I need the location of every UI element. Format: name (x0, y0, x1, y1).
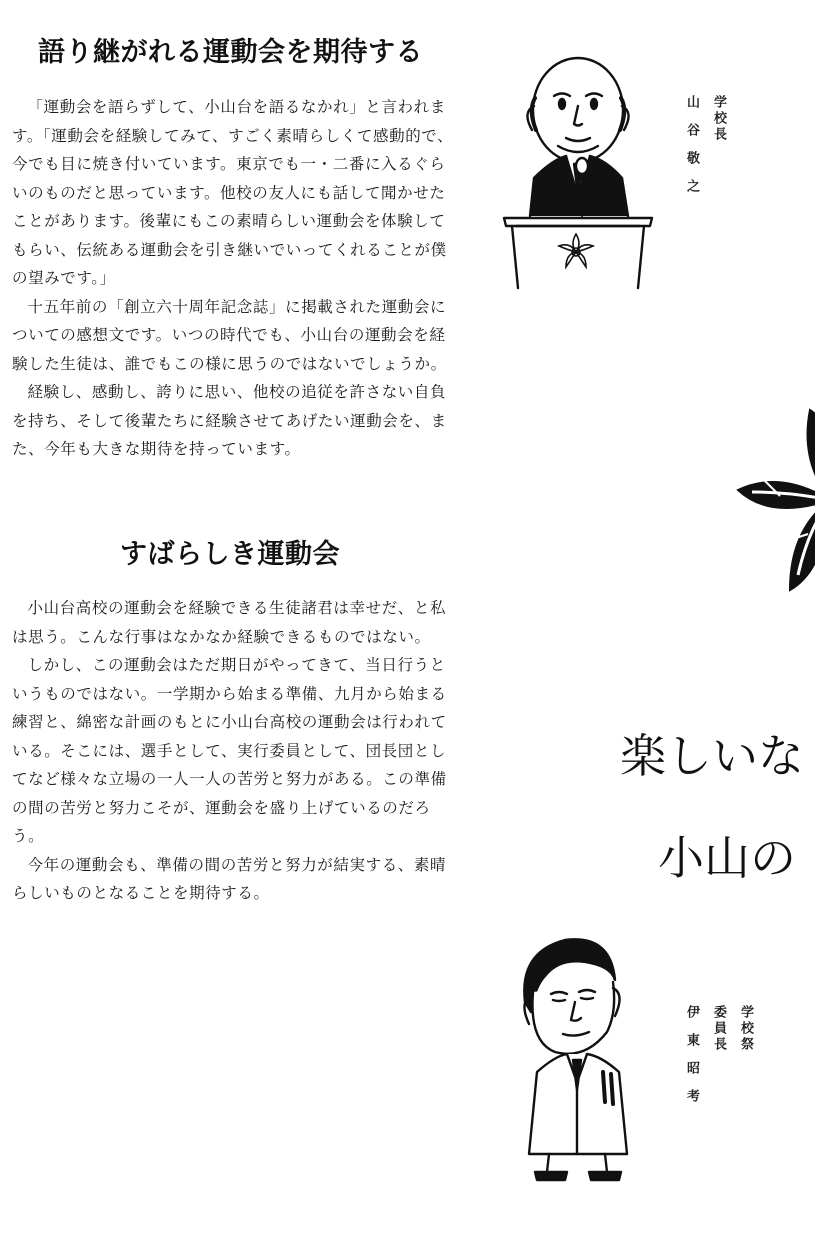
chair-role-line1: 学校祭 (738, 1005, 753, 1053)
principal-caption (683, 95, 727, 207)
slogan-line-1: 楽しいな (620, 729, 804, 783)
chair-illustration (515, 932, 640, 1182)
principal-illustration (500, 38, 660, 290)
principal-role: 学校長 (711, 95, 726, 143)
school-emblem (718, 400, 815, 600)
section2-paragraph-2: しかし、この運動会はただ期日がやってきて、当日行うというものではない。一学期から始まる準備、九月から始まる練習と、綿密な計画のもとに小山台高校の運動会は行われている。そこには、選手として、実行委員として、団長団としてなど様々な立場の一人一人の苦労と努力がある。この準備の間の苦労と努力こそが、運動会を盛り上げているのだろう。 (12, 656, 447, 845)
section2-title: すばらしき運動会 (120, 539, 340, 570)
section2-paragraph-1: 小山台高校の運動会を経験できる生徒諸君は幸せだ、と私は思う。こんな行事はなかなか経験できるものではない。 (12, 599, 447, 646)
section1-paragraph-3: 経験し、感動し、誇りに思い、他校の追従を許さない自負を持ち、そして後輩たちに経験させてあげたい運動会を、また、今年も大きな期待を持っています。 (12, 383, 447, 458)
section1-body (12, 93, 460, 464)
chair-name: 伊東昭考 (684, 1005, 699, 1117)
principal-name: 山谷敬之 (684, 95, 699, 207)
chair-caption (683, 1005, 754, 1117)
podium-emblem (559, 234, 593, 267)
section1-paragraph-1: 「運動会を語らずして、小山台を語るなかれ」と言われます。「運動会を経験してみて、すごく素晴らしくて感動的で、今でも目に焼き付いています。東京でも一・二番に入るぐらいのものだと思っています。他校の友人にも話して聞かせたことがあります。後輩にもこの素晴らしい運動会を体験してもらい、伝統ある運動会を引き継いでいってくれることが僕の望みです。」 (12, 98, 454, 287)
section1-title: 語り継がれる運動会を期待する (38, 37, 423, 68)
chair-role-line2: 委員長 (711, 1005, 726, 1053)
section2-body (12, 594, 460, 908)
slogan-line-2: 小山の (658, 831, 796, 885)
section1-paragraph-2: 十五年前の「創立六十周年記念誌」に掲載された運動会についての感想文です。いつの時代でも、小山台の運動会を経験した生徒は、誰でもこの様に思うのではないでしょうか。 (12, 297, 447, 373)
section2-paragraph-3: 今年の運動会も、準備の間の苦労と努力が結実する、素晴らしいものとなることを期待する。 (12, 855, 447, 902)
